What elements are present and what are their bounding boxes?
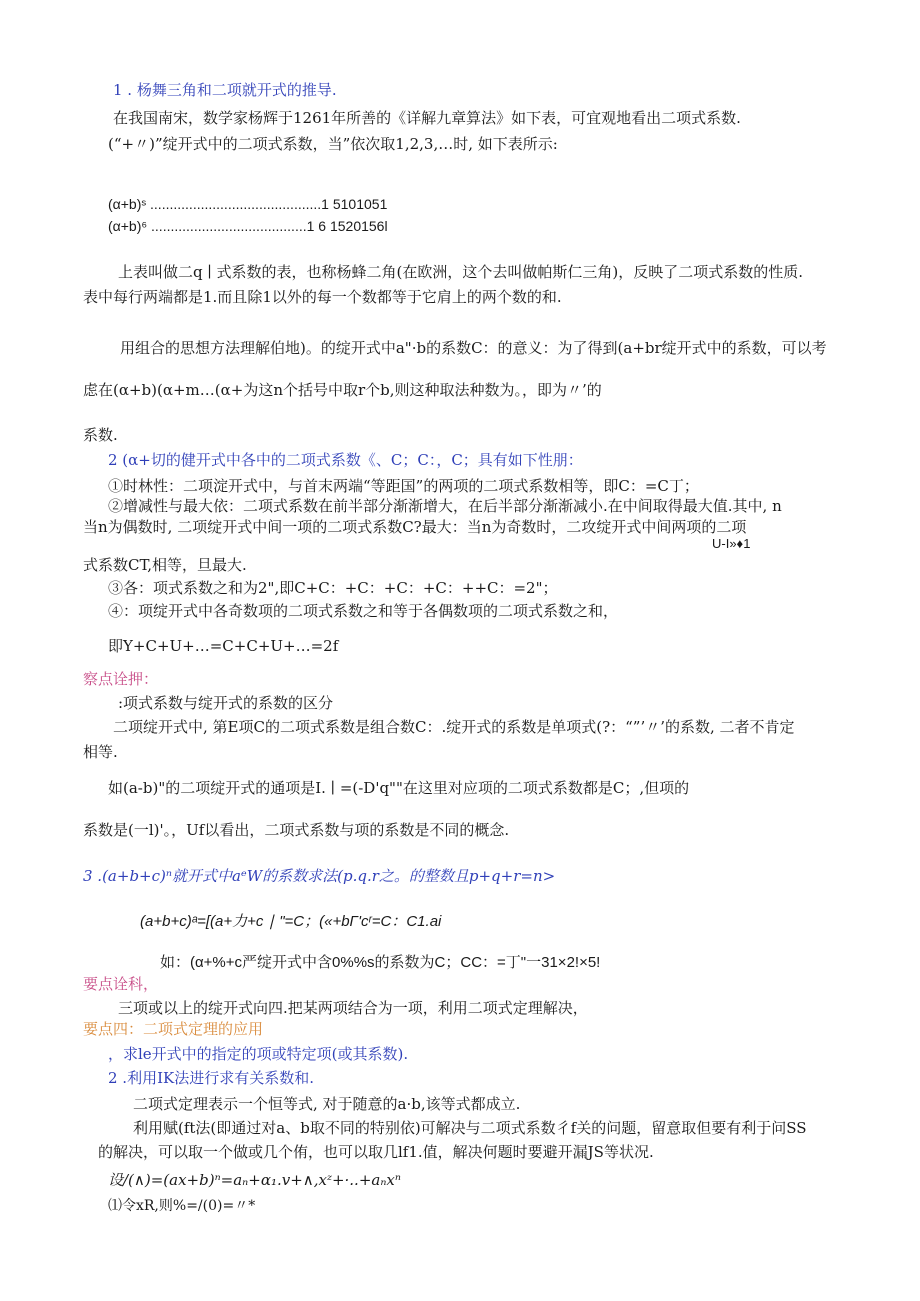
section-4-heading: 要点四：二项式定理的应用 [83, 1020, 264, 1038]
section-1-paragraph-4a: 用组合的思想方法理解伯地)。的绽开式中a"·b的系数C：的意义：为了得到(a+br绽开式中的系数，可以考 [120, 339, 827, 357]
section-1-paragraph-4c: 系数. [83, 426, 118, 444]
application-paragraph-2a: 利用赋(ft法(即通过对a、b取不同的特别依)可解决与二项式系数彳f关的问题，留意取但要有利于问SS [133, 1119, 807, 1137]
property-monotonic-2c: U-I»♦1 [712, 536, 751, 551]
pascal-row-6: (α+b)⁶ ........................................1 6 1520156l [108, 218, 388, 234]
pascal-row-5: (α+b)ˢ ............................................1 5101051 [108, 196, 388, 212]
property-symmetry: ①时林性：二项淀开式中，与首末两端“等距国”的两项的二项式系数相等，即C：=C丁； [108, 477, 699, 495]
section-2-title: 2 (α+切的健开式中各中的二项式系数《、C；C：，C；具有如下性朋： [108, 451, 583, 469]
application-paragraph-1: 二项式定理表示一个恒等式, 对于随意的a·b,该等式都成立. [133, 1095, 521, 1113]
trinomial-example: 如：(α+%+c严绽开式中含0%%s的系数为C；CC：=丁"一31×2!×5! [160, 954, 601, 971]
step-1: ⑴令xR,则%=/(0)=〃* [108, 1198, 256, 1214]
property-monotonic-2d: 式系数CT,相等，旦最大. [83, 556, 247, 574]
section-1-paragraph-2: (“+〃)”绽开式中的二项式系数，当”依次取1,2,3,…时, 如下表所示: [108, 135, 558, 153]
note-1-paragraph-2b: 系数是(一l)'。，Uf以看出，二项式系数与项的系数是不同的概念. [83, 821, 510, 839]
application-item-2: 2 .利用IK法进行求有关系数和. [108, 1069, 314, 1087]
section-1-paragraph-3a: 上表叫做二q ∣ 式系数的表，也称杨蜂二角(在欧洲，这个去叫做帕斯仁三角)，反映了二项式系数的性质. [118, 263, 803, 281]
section-1-paragraph-1: 在我国南宋，数学家杨辉于1261年所善的《详解九章算法》如下表，可宜观地看出二项式系数. [113, 109, 741, 127]
section-1-title: 1 . 杨舞三角和二项就开式的推导. [113, 81, 337, 99]
section-3-title: 3 .(a+b+c)ⁿ就开式中aᵉW的系数求法(p.q.r之。的整数且p+q+r=n> [83, 867, 556, 885]
note-1-paragraph-1b: 相等. [83, 743, 118, 761]
property-odd-even-formula: 即Y+C+U+…=C+C+U+…=2f [108, 637, 339, 655]
property-sum: ③各：项式系数之和为2",即C+C：+C：+C：+C：++C：=2"； [108, 579, 558, 597]
assignment-formula: 设/(∧)=(ax+b)ⁿ=aₙ+α₁.v+∧,xᶻ+·..+aₙxⁿ [108, 1171, 401, 1189]
note-2-heading: 要点诠科， [83, 975, 159, 993]
property-odd-even: ④：项绽开式中各奇数项的二项式系数之和等于各偶数项的二项式系数之和， [108, 602, 619, 620]
note-2-text: 三项或以上的绽开式向四.把某两项结合为一项，利用二项式定理解决， [118, 999, 588, 1017]
note-1-heading: 察点诠押： [83, 670, 159, 688]
note-1-paragraph-1a: 二项绽开式中, 第E项C的二项式系数是组合数C：.绽开式的系数是单项式(?：“”’〃’的系数, 二者不肯定 [113, 718, 795, 736]
section-1-paragraph-4b: 虑在(α+b)(α+m…(α+为这n个括号中取r个b,则这种取法种数为。，即为〃’的 [83, 381, 602, 399]
property-monotonic-2b: 当n为偶数时, 二项绽开式中间一项的二项式系数C?最大：当n为奇数时，二攻绽开式中间两项的二项 [83, 518, 747, 536]
application-item-1: ，求le开式中的指定的项或特定项(或其系数). [108, 1045, 409, 1063]
note-1-paragraph-2a: 如(a-b)"的二项绽开式的通项是I. ∣ =(-D'q""在这里对应项的二项式系数都是C；,但项的 [108, 779, 690, 797]
property-monotonic-2a: ②增减性与最大依：二项式系数在前半部分渐渐增大，在后半部分渐渐减小.在中间取得最大值.其中, n [108, 497, 782, 515]
application-paragraph-2b: 的解决，可以取一个做或几个侑，也可以取几lf1.值，解决何题时要避开漏JS等状况. [98, 1143, 654, 1161]
note-1-subheading: :项式系数与绽开式的系数的区分 [118, 694, 334, 712]
section-1-paragraph-3b: 表中每行两端都是1.而且除1以外的每一个数都等于它肩上的两个数的和. [83, 288, 562, 306]
trinomial-formula: (a+b+c)ᵃ=[(a+力+c ∣ "=C；(«+bΓ'cʳ=C：C1.ai [140, 913, 442, 930]
